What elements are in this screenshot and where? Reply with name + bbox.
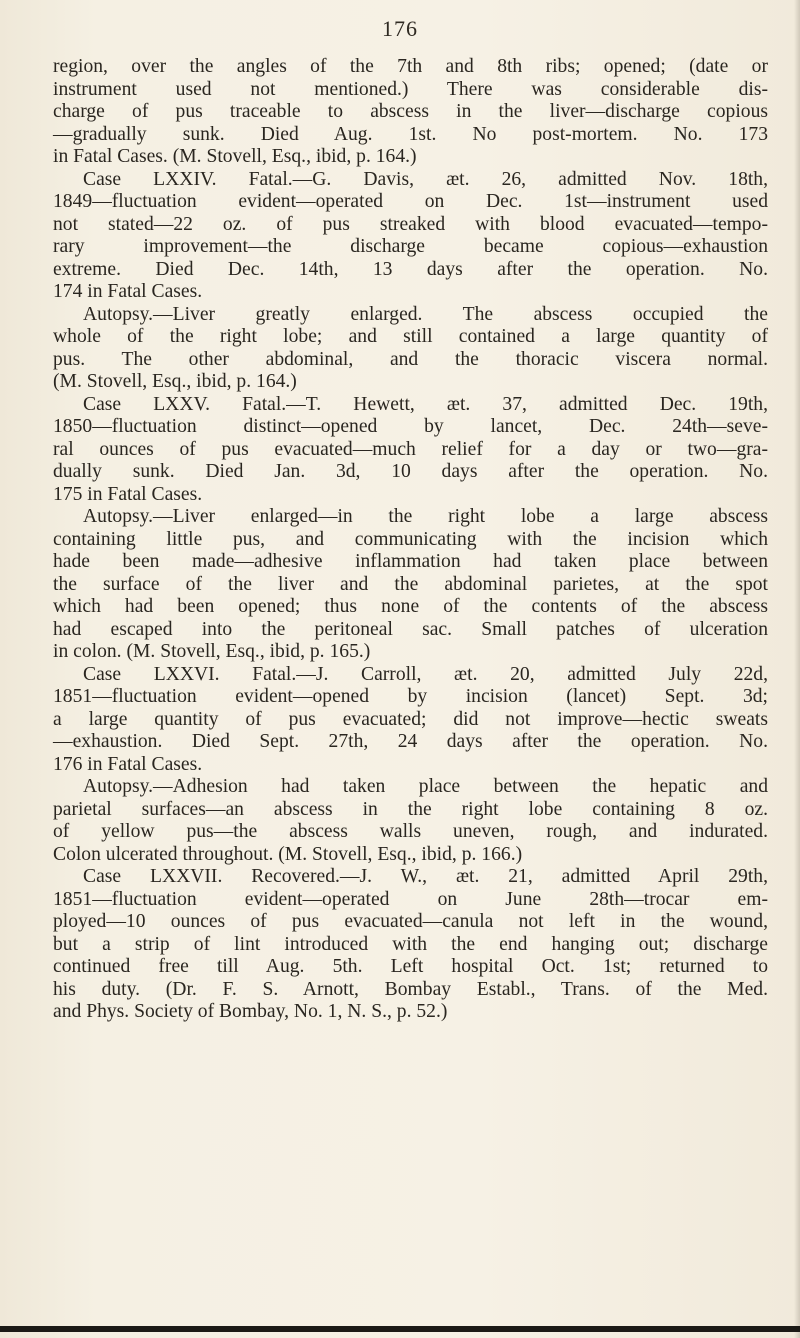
page-number: 176 [382, 16, 418, 41]
text-line: region, over the angles of the 7th and 8th ribs; opened; (date or [53, 56, 768, 77]
text-line: instrument used not mentioned.) There was considerable dis- [53, 78, 768, 100]
text-line: in colon. (M. Stovell, Esq., ibid, p. 165.) [53, 641, 371, 662]
text-line: 1851—fluctuation evident—opened by incision (lancet) Sept. 3d; [53, 686, 768, 707]
text-line: whole of the right lobe; and still contained a large quantity of [53, 326, 768, 347]
text-line: hade been made—adhesive inflammation had taken place between [53, 551, 768, 572]
text-line: 1849—fluctuation evident—operated on Dec. 1st—instrument used [53, 191, 768, 212]
text-line: rary improvement—the discharge became copious—exhaustion [53, 236, 768, 257]
text-line: pus. The other abdominal, and the thoracic viscera normal. [53, 348, 768, 370]
text-line: Case LXXIV. Fatal.—G. Davis, æt. 26, admitted Nov. 18th, [83, 168, 768, 190]
text-line: Autopsy.—Liver enlarged—in the right lobe a large abscess [83, 506, 768, 527]
text-line: of yellow pus—the abscess walls uneven, rough, and indurated. [53, 821, 768, 842]
text-line: (M. Stovell, Esq., ibid, p. 164.) [53, 371, 297, 392]
text-line: 1851—fluctuation evident—operated on June 28th—trocar em- [53, 888, 768, 910]
text-line: Autopsy.—Liver greatly enlarged. The abscess occupied the [83, 303, 768, 325]
text-line: and Phys. Society of Bombay, No. 1, N. S., p. 52.) [53, 1001, 448, 1022]
text-line: the surface of the liver and the abdominal parietes, at the spot [53, 573, 768, 595]
text-line: 176 in Fatal Cases. [53, 753, 203, 775]
text-line: in Fatal Cases. (M. Stovell, Esq., ibid, p. 164.) [53, 146, 417, 167]
text-line: Case LXXVI. Fatal.—J. Carroll, æt. 20, admitted July 22d, [83, 663, 768, 685]
page-edge-shadow [794, 0, 800, 1338]
text-line: Case LXXV. Fatal.—T. Hewett, æt. 37, admitted Dec. 19th, [83, 393, 768, 415]
text-line: but a strip of lint introduced with the end hanging out; discharge [53, 933, 768, 955]
bottom-rule [0, 1326, 800, 1332]
body-text [53, 56, 768, 1024]
text-line: parietal surfaces—an abscess in the right lobe containing 8 oz. [53, 798, 768, 820]
text-line: containing little pus, and communicating with the incision which [53, 528, 768, 550]
text-line: 174 in Fatal Cases. [53, 281, 203, 302]
text-line: charge of pus traceable to abscess in the liver—discharge copious [53, 101, 768, 122]
text-line: not stated—22 oz. of pus streaked with blood evacuated—tempo- [53, 213, 768, 235]
text-line: 1850—fluctuation distinct—opened by lancet, Dec. 24th—seve- [53, 416, 768, 437]
text-line: ral ounces of pus evacuated—much relief for a day or two—gra- [53, 438, 768, 460]
text-line: his duty. (Dr. F. S. Arnott, Bombay Establ., Trans. of the Med. [53, 978, 768, 1000]
text-line: ployed—10 ounces of pus evacuated—canula not left in the wound, [53, 911, 768, 932]
text-line: Colon ulcerated throughout. (M. Stovell, Esq., ibid, p. 166.) [53, 843, 523, 865]
text-line: which had been opened; thus none of the contents of the abscess [53, 596, 768, 617]
text-line: Autopsy.—Adhesion had taken place between the hepatic and [83, 776, 768, 797]
text-line: a large quantity of pus evacuated; did not improve—hectic sweats [53, 708, 768, 730]
text-line: dually sunk. Died Jan. 3d, 10 days after the operation. No. [53, 461, 768, 482]
text-line: extreme. Died Dec. 14th, 13 days after the operation. No. [53, 258, 768, 280]
text-line: continued free till Aug. 5th. Left hospital Oct. 1st; returned to [53, 956, 768, 977]
text-line: —gradually sunk. Died Aug. 1st. No post-mortem. No. 173 [53, 123, 768, 145]
text-line: had escaped into the peritoneal sac. Small patches of ulceration [53, 618, 768, 640]
text-line: —exhaustion. Died Sept. 27th, 24 days after the operation. No. [53, 731, 768, 752]
text-line: Case LXXVII. Recovered.—J. W., æt. 21, admitted April 29th, [83, 866, 768, 887]
text-line: 175 in Fatal Cases. [53, 483, 203, 505]
